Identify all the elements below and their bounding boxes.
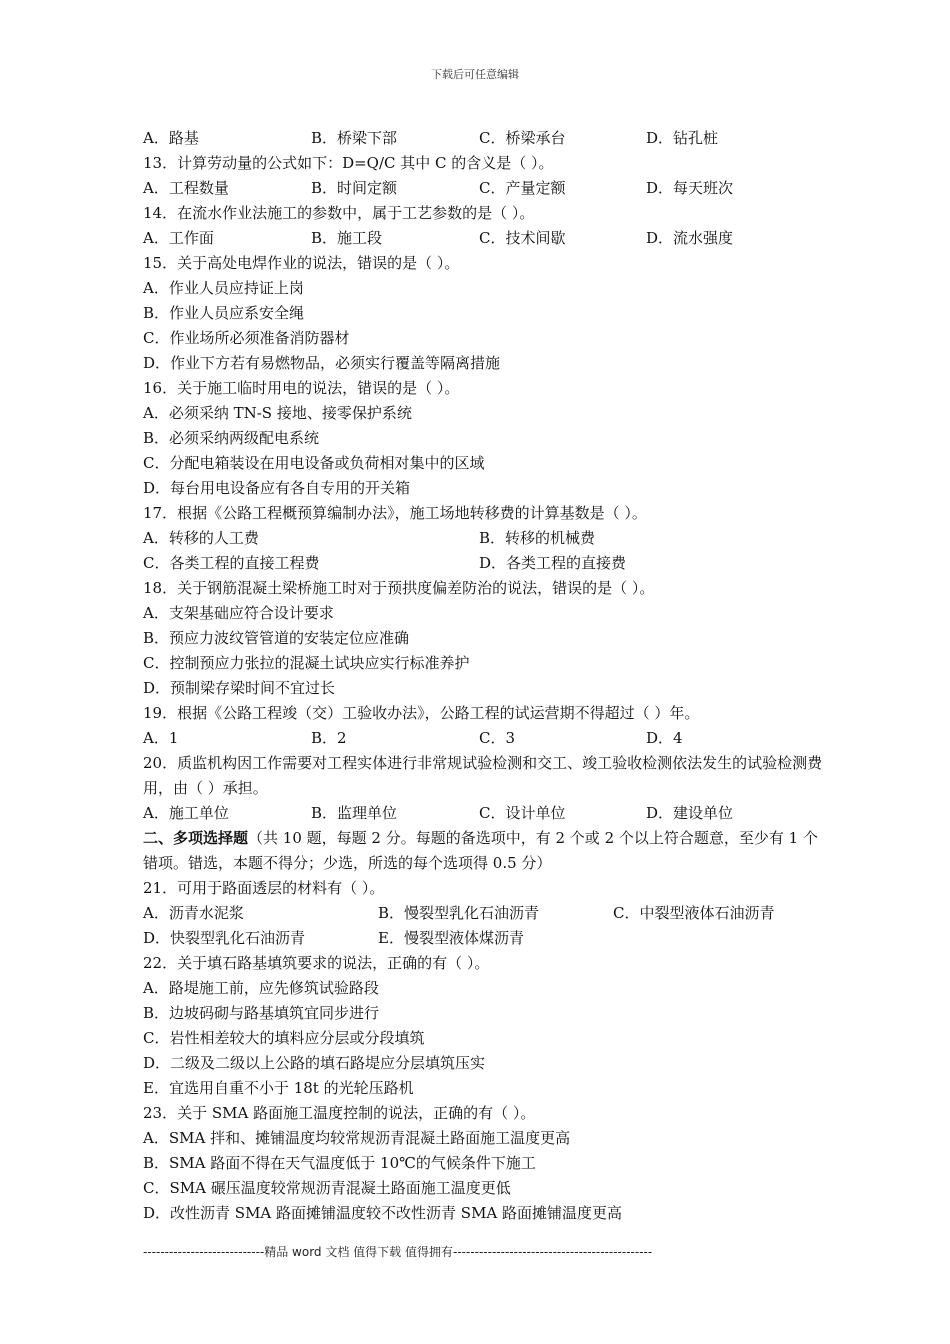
question-stem: 21．可用于路面透层的材料有（ ）。 (143, 879, 385, 897)
option: C．设计单位 (479, 804, 566, 822)
q21-options-row1 (143, 901, 823, 926)
question-stem: 16．关于施工临时用电的说法，错误的是（ ）。 (143, 379, 460, 397)
option: A．工作面 (143, 229, 214, 247)
q20-options (143, 801, 823, 826)
option: C．控制预应力张拉的混凝土试块应实行标准养护 (143, 654, 470, 672)
question-stem: 17．根据《公路工程概预算编制办法》，施工场地转移费的计算基数是（ ）。 (143, 504, 647, 522)
option: A．工程数量 (143, 179, 229, 197)
option: B．2 (311, 729, 347, 747)
option: D．二级及二级以上公路的填石路堤应分层填筑压实 (143, 1054, 486, 1072)
option: D．每台用电设备应有各自专用的开关箱 (143, 479, 411, 497)
option: C．SMA 碾压温度较常规沥青混凝土路面施工温度更低 (143, 1179, 511, 1197)
option: A．施工单位 (143, 804, 229, 822)
question-stem: 13．计算劳动量的公式如下：D=Q/C 其中 C 的含义是（ ）。 (143, 154, 554, 172)
q13-options (143, 176, 823, 201)
q17-options-row1 (143, 526, 823, 551)
option: B．施工段 (311, 229, 383, 247)
option: D．改性沥青 SMA 路面摊铺温度较不改性沥青 SMA 路面摊铺温度更高 (143, 1204, 623, 1222)
option: C．作业场所必须准备消防器材 (143, 329, 350, 347)
question-stem: 22．关于填石路基填筑要求的说法，正确的有（ ）。 (143, 954, 490, 972)
question-stem: 20．质监机构因工作需要对工程实体进行非常规试验检测和交工、竣工验收检测依法发生的试验检测费用，由（ ）承担。 (143, 754, 823, 797)
option: C．中裂型液体石油沥青 (613, 904, 775, 922)
section-heading (143, 826, 823, 876)
option: C．技术间歇 (479, 229, 566, 247)
option: B．慢裂型乳化石油沥青 (378, 904, 540, 922)
option: A．路堤施工前，应先修筑试验路段 (143, 979, 379, 997)
question-stem: 19．根据《公路工程竣（交）工验收办法》，公路工程的试运营期不得超过（ ）年。 (143, 704, 700, 722)
option: D．钻孔桩 (646, 129, 719, 147)
option: C．产量定额 (479, 179, 566, 197)
option: D．快裂型乳化石油沥青 (143, 929, 306, 947)
option: A．SMA 拌和、摊铺温度均较常规沥青混凝土路面施工温度更高 (143, 1129, 571, 1147)
option: C．各类工程的直接工程费 (143, 554, 320, 572)
q17-options-row2 (143, 551, 823, 576)
question-stem: 14．在流水作业法施工的参数中，属于工艺参数的是（ ）。 (143, 204, 535, 222)
option: B．桥梁下部 (311, 129, 398, 147)
option: A．1 (143, 729, 179, 747)
option: D．作业下方若有易燃物品，必须实行覆盖等隔离措施 (143, 354, 501, 372)
q19-options (143, 726, 823, 751)
option: C．3 (479, 729, 516, 747)
q14-options (143, 226, 823, 251)
question-stem: 23．关于 SMA 路面施工温度控制的说法，正确的有（ ）。 (143, 1104, 536, 1122)
option: B．作业人员应系安全绳 (143, 304, 305, 322)
option: D．4 (646, 729, 683, 747)
page-footer: ----------------------------精品 word 文档 值得下载 值得拥有---------------------------------------------- (143, 1245, 653, 1259)
q21-options-row2 (143, 926, 823, 951)
question-stem: 15．关于高处电焊作业的说法，错误的是（ ）。 (143, 254, 460, 272)
question-stem: 18．关于钢筋混凝土梁桥施工时对于预拱度偏差防治的说法，错误的是（ ）。 (143, 579, 655, 597)
option: B．SMA 路面不得在天气温度低于 10℃的气候条件下施工 (143, 1154, 536, 1172)
option: A．必须采纳 TN-S 接地、接零保护系统 (143, 404, 412, 422)
option: D．各类工程的直接费 (479, 554, 627, 572)
q12-options (143, 126, 823, 151)
option: D．建设单位 (646, 804, 734, 822)
option: D．预制梁存梁时间不宜过长 (143, 679, 336, 697)
option: B．预应力波纹管管道的安装定位应准确 (143, 629, 410, 647)
option: E．宜选用自重不小于 18t 的光轮压路机 (143, 1079, 414, 1097)
option: D．流水强度 (646, 229, 734, 247)
option: B．时间定额 (311, 179, 398, 197)
option: A．路基 (143, 129, 199, 147)
option: C．岩性相差较大的填料应分层或分段填筑 (143, 1029, 425, 1047)
option: B．监理单位 (311, 804, 398, 822)
option: A．转移的人工费 (143, 529, 259, 547)
section-description: （共 10 题，每题 2 分。每题的备选项中，有 2 个或 2 个以上符合题意，至少有 1 个错项。错选，本题不得分；少选，所选的每个选项得 0.5 分） (143, 829, 818, 872)
page-header: 下载后可任意编辑 (431, 68, 519, 81)
option: D．每天班次 (646, 179, 734, 197)
option: A．沥青水泥浆 (143, 904, 244, 922)
option: C．桥梁承台 (479, 129, 566, 147)
option: E．慢裂型液体煤沥青 (378, 929, 524, 947)
option: B．转移的机械费 (479, 529, 596, 547)
section-title: 二、多项选择题 (143, 829, 249, 847)
option: A．作业人员应持证上岗 (143, 279, 304, 297)
option: B．边坡码砌与路基填筑宜同步进行 (143, 1004, 380, 1022)
document-body (143, 126, 823, 1226)
option: C．分配电箱装设在用电设备或负荷相对集中的区域 (143, 454, 485, 472)
option: B．必须采纳两级配电系统 (143, 429, 320, 447)
option: A．支架基础应符合设计要求 (143, 604, 334, 622)
